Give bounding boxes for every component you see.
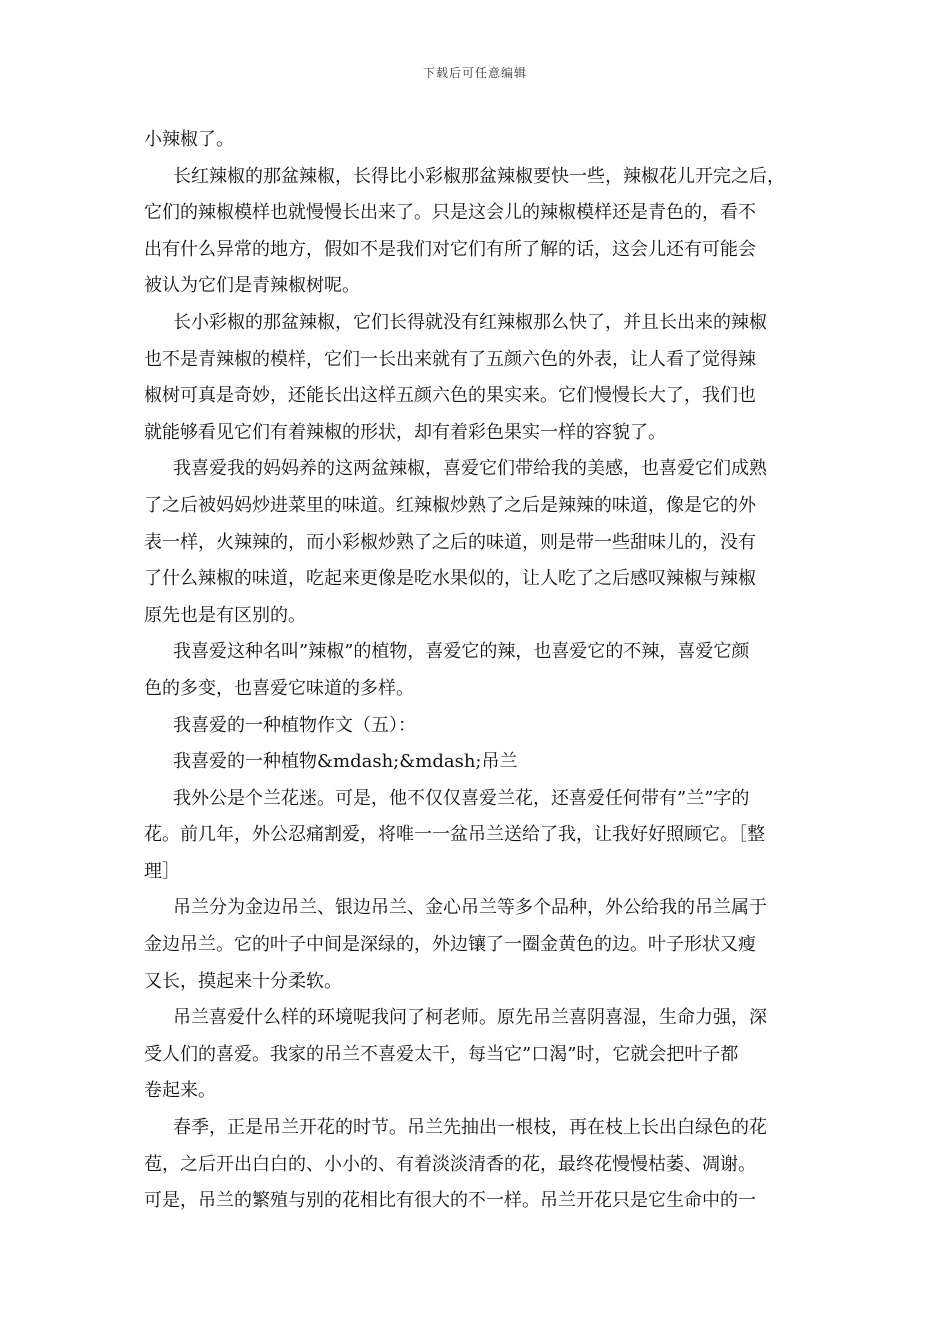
text-line: 可是，吊兰的繁殖与别的花相比有很大的不一样。吊兰开花只是它生命中的一 [144,1190,756,1212]
text-line: 我喜爱我的妈妈养的这两盆辣椒，喜爱它们带给我的美感，也喜爱它们成熟 [173,458,767,480]
text-line: 被认为它们是青辣椒树呢。 [144,275,360,297]
paragraph [144,451,812,634]
text-line: 椒树可真是奇妙，还能长出这样五颜六色的果实来。它们慢慢长大了，我们也 [144,385,756,407]
text-line: 小辣椒了。 [144,129,234,150]
text-line: 就能够看见它们有着辣椒的形状，却有着彩色果实一样的容貌了。 [144,421,666,443]
text-line: 春季，正是吊兰开花的时节。吊兰先抽出一根枝，再在枝上长出白绿色的花 [173,1117,767,1139]
text-line: 了之后被妈妈炒进菜里的味道。红辣椒炒熟了之后是辣辣的味道，像是它的外 [144,494,756,516]
text-line: 出有什么异常的地方，假如不是我们对它们有所了解的话，这会儿还有可能会 [144,238,756,260]
text-line: 原先也是有区别的。 [144,604,306,626]
paragraph [144,1000,812,1110]
essay-title: 我喜爱的一种植物&mdash;&mdash;吊兰 [173,751,518,773]
text-line: 花。前几年，外公忍痛割爱，将唯一一盆吊兰送给了我，让我好好照顾它。［整 [144,824,765,846]
text-line: 受人们的喜爱。我家的吊兰不喜爱太干，每当它”口渴”时，它就会把叶子都 [144,1043,739,1065]
paragraph [144,159,812,305]
text-line: 长红辣椒的那盆辣椒，长得比小彩椒那盆辣椒要快一些，辣椒花儿开完之后， [173,165,785,187]
paragraph [144,305,812,451]
paragraph [144,1110,812,1220]
paragraph [144,634,812,707]
paragraph [144,744,812,781]
page-header: 下载后可任意编辑 [422,66,527,80]
text-line: 了什么辣椒的味道，吃起来更像是吃水果似的，让人吃了之后感叹辣椒与辣椒 [144,568,756,590]
document-body [144,122,812,1220]
text-line: 我外公是个兰花迷。可是，他不仅仅喜爱兰花，还喜爱任何带有”兰”字的 [173,787,750,809]
text-line: 金边吊兰。它的叶子中间是深绿的，外边镶了一圈金黄色的边。叶子形状又瘦 [144,934,756,956]
text-line: 卷起来。 [144,1080,216,1102]
text-line: 它们的辣椒模样也就慢慢长出来了。只是这会儿的辣椒模样还是青色的，看不 [144,202,756,224]
text-line: 长小彩椒的那盆辣椒，它们长得就没有红辣椒那么快了，并且长出来的辣椒 [173,311,767,333]
text-line: 苞，之后开出白白的、小小的、有着淡淡清香的花，最终花慢慢枯萎、凋谢。 [144,1153,756,1175]
paragraph [144,122,812,159]
paragraph [144,781,812,891]
text-line: 又长，摸起来十分柔软。 [144,970,342,992]
text-line: 理］ [144,860,180,882]
paragraph [144,890,812,1000]
text-line: 色的多变，也喜爱它味道的多样。 [144,677,414,699]
text-line: 吊兰分为金边吊兰、银边吊兰、金心吊兰等多个品种，外公给我的吊兰属于 [173,897,767,919]
text-line: 表一样，火辣辣的，而小彩椒炒熟了之后的味道，则是带一些甜味儿的，没有 [144,531,756,553]
text-line: 我喜爱这种名叫”辣椒”的植物，喜爱它的辣，也喜爱它的不辣，喜爱它颜 [173,641,750,663]
text-line: 吊兰喜爱什么样的环境呢我问了柯老师。原先吊兰喜阴喜湿，生命力强，深 [173,1007,767,1029]
text-line: 也不是青辣椒的模样，它们一长出来就有了五颜六色的外表，让人看了觉得辣 [144,348,756,370]
paragraph [144,708,812,745]
section-heading: 我喜爱的一种植物作文（五）： [173,714,416,736]
